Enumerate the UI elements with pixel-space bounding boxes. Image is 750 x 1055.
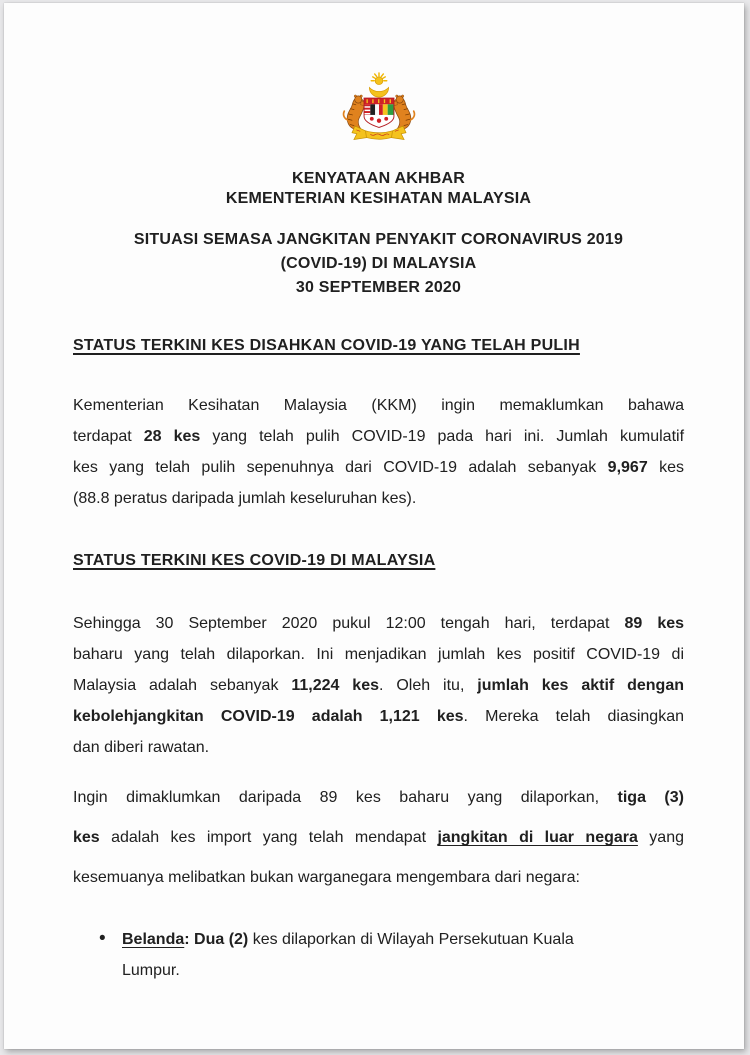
section-heading-recovered-cases: STATUS TERKINI KES DISAHKAN COVID-19 YANG TELAH PULIH (73, 337, 580, 354)
shield-icon (364, 98, 394, 128)
bullet-dot-icon: • (99, 928, 106, 949)
tiger-left-icon (343, 95, 365, 129)
title-date: 30 SEPTEMBER 2020 (295, 279, 462, 296)
coat-of-arms-icon (326, 72, 432, 154)
document-title (73, 228, 684, 300)
paragraph-recovered-cases: Kementerian Kesihatan Malaysia (KKM) ingin memaklumkan bahawa terdapat 28 kes yang telah pulih COVID-19 pada hari ini. Jumlah kumulatif kes yang telah pulih sepenuhnya dari COVID-19 adalah sebanyak 9,967 kes (88.8 peratus daripada jumlah keseluruhan kes). (73, 397, 685, 507)
title-line-2: (COVID-19) DI MALAYSIA (280, 255, 477, 272)
import-country-list (73, 924, 684, 986)
document-org-header (73, 169, 684, 209)
list-item-belanda: • Belanda: Dua (2) kes dilaporkan di Wilayah Persekutuan Kuala Lumpur. (122, 924, 684, 986)
section-heading-current-status: STATUS TERKINI KES COVID-19 DI MALAYSIA (73, 552, 436, 569)
press-statement-page (4, 3, 744, 1049)
paragraph-import-cases: Ingin dimaklumkan daripada 89 kes baharu yang dilaporkan, tiga (3) kes adalah kes import yang telah mendapat jangkitan di luar negara yang kesemuanya melibatkan bukan warganegara mengembara dari negara: (73, 789, 684, 886)
ministry-name: KEMENTERIAN KESIHATAN MALAYSIA (225, 190, 532, 207)
crest-crescent-icon (369, 87, 388, 97)
motto-ribbon-icon (352, 126, 406, 139)
press-statement-label: KENYATAAN AKHBAR (292, 170, 465, 187)
crest-sun-icon (371, 73, 386, 85)
paragraph-new-cases: Sehingga 30 September 2020 pukul 12:00 tengah hari, terdapat 89 kes baharu yang telah dilaporkan. Ini menjadikan jumlah kes positif COVID-19 di Malaysia adalah sebanyak 11,224 kes. Oleh itu, jumlah kes aktif dengan kebolehjangkitan COVID-19 adalah 1,121 kes. Mereka telah diasingkan dan diberi rawatan. (73, 615, 685, 756)
tiger-right-icon (392, 95, 414, 129)
title-line-1: SITUASI SEMASA JANGKITAN PENYAKIT CORONAVIRUS 2019 (133, 231, 624, 248)
